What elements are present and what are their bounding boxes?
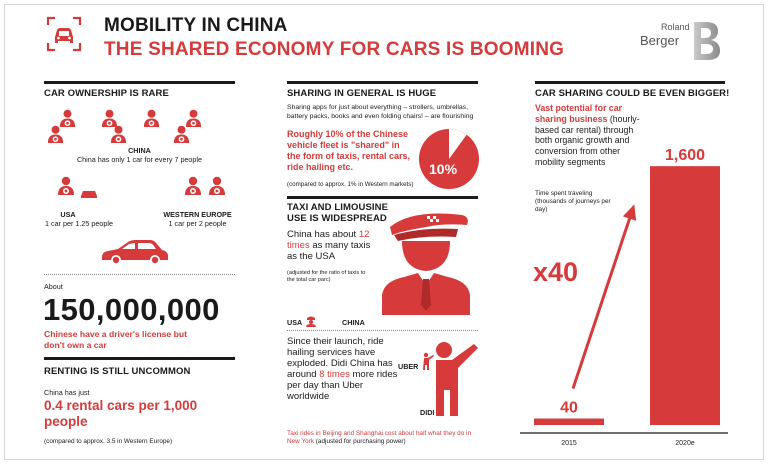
ride-text-post: more rides per day than Uber worldwide <box>287 369 398 402</box>
usa-steering-icon <box>80 189 98 199</box>
car-icon <box>98 235 172 269</box>
ride-text-highlight: 8 times <box>319 369 350 380</box>
sharing-title: SHARING IN GENERAL IS HUGE <box>287 88 437 99</box>
ownership-title: CAR OWNERSHIP IS RARE <box>44 88 169 99</box>
section-rule <box>44 81 235 84</box>
we-label: WESTERN EUROPE <box>163 210 232 219</box>
sharing-note: (compared to approx. 1% in Western markets) <box>287 181 414 188</box>
divider <box>44 274 235 275</box>
sharing-highlight: Roughly 10% of the Chinese vehicle fleet is "shared" in the form of taxis, rental cars, ride hailing etc. <box>287 129 411 172</box>
usa-person-icon <box>56 175 76 195</box>
chart-axis-note: Time spent traveling (thousands of journeys per day) <box>535 190 611 213</box>
carsharing-lead-red: Vast potential for car sharing business <box>535 103 623 124</box>
section-rule <box>44 357 235 360</box>
divider <box>287 330 478 331</box>
we-ratio-text: 1 car per 2 people <box>168 219 227 228</box>
taxi-usa-icon <box>305 314 317 326</box>
section-rule <box>535 81 725 84</box>
didi-person-icon <box>430 338 480 416</box>
usa-label: USA <box>60 210 76 219</box>
x-tick-label: 2020e <box>675 440 695 447</box>
taxi-text-highlight: 12 times <box>287 229 370 251</box>
rental-cars-value: 0.4 rental cars per 1,000 people <box>44 398 198 429</box>
bar-value-label: 1,600 <box>664 147 706 165</box>
page-title: MOBILITY IN CHINA <box>104 15 288 36</box>
bar-value-label: 40 <box>560 399 578 417</box>
sharing-intro: Sharing apps for just about everything – strollers, umbrellas, battery packs, books and even folding chairs! – are flourishing <box>287 104 474 120</box>
didi-label: DIDI <box>420 408 435 417</box>
taxi-text <box>287 229 377 262</box>
logo-big-text: Berger <box>640 33 680 48</box>
growth-multiplier: x40 <box>533 257 579 287</box>
about-label: About <box>44 282 63 291</box>
taxi-china-label: CHINA <box>342 318 365 327</box>
china-ratio-text: China has only 1 car for every 7 people <box>76 155 203 164</box>
bar-2020e <box>650 166 720 425</box>
taxi-usa-label: USA <box>287 318 303 327</box>
brand-logo <box>634 20 724 62</box>
renting-note: (compared to approx. 3.5 in Western Europe) <box>44 438 173 445</box>
ride-hailing-text <box>287 336 399 402</box>
we-person-icon <box>183 175 203 195</box>
china-person-icon <box>46 124 65 143</box>
carsharing-bar-chart <box>520 120 728 458</box>
china-person-icon <box>172 124 191 143</box>
carsharing-lead-black: (hourly-based car rental) through both organic growth and conversion from other mobility segments <box>535 113 640 167</box>
x-tick-label: 2015 <box>561 440 577 447</box>
taxi-text-pre: China has about <box>287 229 357 240</box>
page-subtitle: THE SHARED ECONOMY FOR CARS IS BOOMING <box>104 39 565 60</box>
shared-fleet-pie <box>418 128 480 190</box>
license-holders-number: 150,000,000 <box>43 292 220 327</box>
we-people-group <box>175 175 235 211</box>
taxi-title: TAXI AND LIMOUSINE USE IS WIDESPREAD <box>287 202 389 224</box>
bar-2015 <box>534 419 604 425</box>
ride-footnote <box>287 430 482 446</box>
usa-ratio-text: 1 car per 1.25 people <box>45 219 113 228</box>
section-rule <box>287 81 478 84</box>
section-rule <box>287 196 478 199</box>
uber-label: UBER <box>398 362 419 371</box>
growth-arrow <box>573 208 633 388</box>
pie-percent-label: 10% <box>429 161 458 177</box>
taxi-driver-icon <box>372 205 480 315</box>
carsharing-title: CAR SHARING COULD BE EVEN BIGGER! <box>535 88 730 99</box>
growth-arrow-head <box>623 204 636 220</box>
we-person-icon <box>207 175 227 195</box>
taxi-note: (adjusted for the ratio of taxis to the total car parc) <box>287 270 366 283</box>
ride-footnote-red: Taxi rides in Beijing and Shanghai cost about half what they do in New York <box>287 430 472 445</box>
taxi-text-post: as many taxis as the USA <box>287 240 371 262</box>
car-share-icon <box>46 16 82 52</box>
license-holders-caption: Chinese have a driver's license but don't own a car <box>44 329 187 350</box>
china-person-icon <box>142 108 161 127</box>
ride-footnote-black: (adjusted for purchasing power) <box>315 438 406 445</box>
china-person-icon <box>109 124 128 143</box>
china-label: CHINA <box>128 146 151 155</box>
renting-title: RENTING IS STILL UNCOMMON <box>44 366 191 377</box>
usa-people-group <box>48 175 108 211</box>
renting-lead: China has just <box>44 388 90 397</box>
logo-small-text: Roland <box>661 22 690 32</box>
ride-text-pre: Since their launch, ride hailing services have exploded. Didi China has around <box>287 336 393 380</box>
